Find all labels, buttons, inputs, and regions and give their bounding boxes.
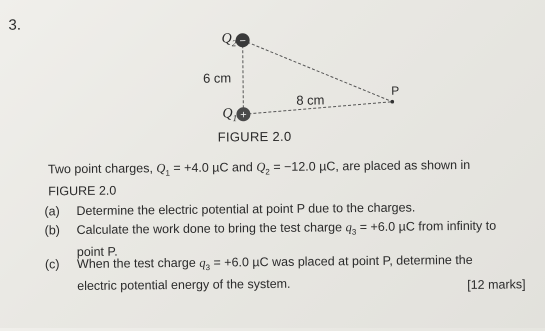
part-b-marker: (b) (44, 223, 60, 238)
point-p-dot (390, 100, 394, 104)
horizontal-dimension: 8 cm (296, 92, 325, 108)
q1-label: $Q_1$ (222, 106, 238, 124)
q2-label: $Q_2$ (221, 31, 237, 49)
stem-line-1: Two point charges, $Q_1 = +4.0$ µC and $Q_2 = -12.0$ µC, are placed as shown in (47, 157, 471, 178)
vertical-dimension: 6 cm (202, 70, 232, 86)
stem-line-2: FIGURE 2.0 (48, 183, 117, 198)
part-c-text: When the test charge $q_3 = +6.0$ µC was placed at point P, determine the electric potential energy of the system. (76, 252, 473, 293)
figure-caption: FIGURE 2.0 (217, 128, 292, 145)
q2-sign: − (239, 35, 246, 48)
point-p-label: P (391, 83, 400, 98)
part-a-marker: (a) (44, 204, 60, 219)
question-stem (48, 156, 528, 199)
part-c-marker: (c) (44, 257, 60, 272)
question-number: 3. (8, 16, 22, 34)
part-a-text: Determine the electric potential at point P due to the charges. (76, 200, 416, 219)
q1-sign: + (240, 109, 247, 122)
total-marks: [12 marks] (467, 277, 526, 292)
part-b-text: Calculate the work done to bring the test charge $q_3 = +6.0$ µC from infinity to point P. (76, 218, 497, 259)
vertical-dashed-line (243, 40, 244, 114)
